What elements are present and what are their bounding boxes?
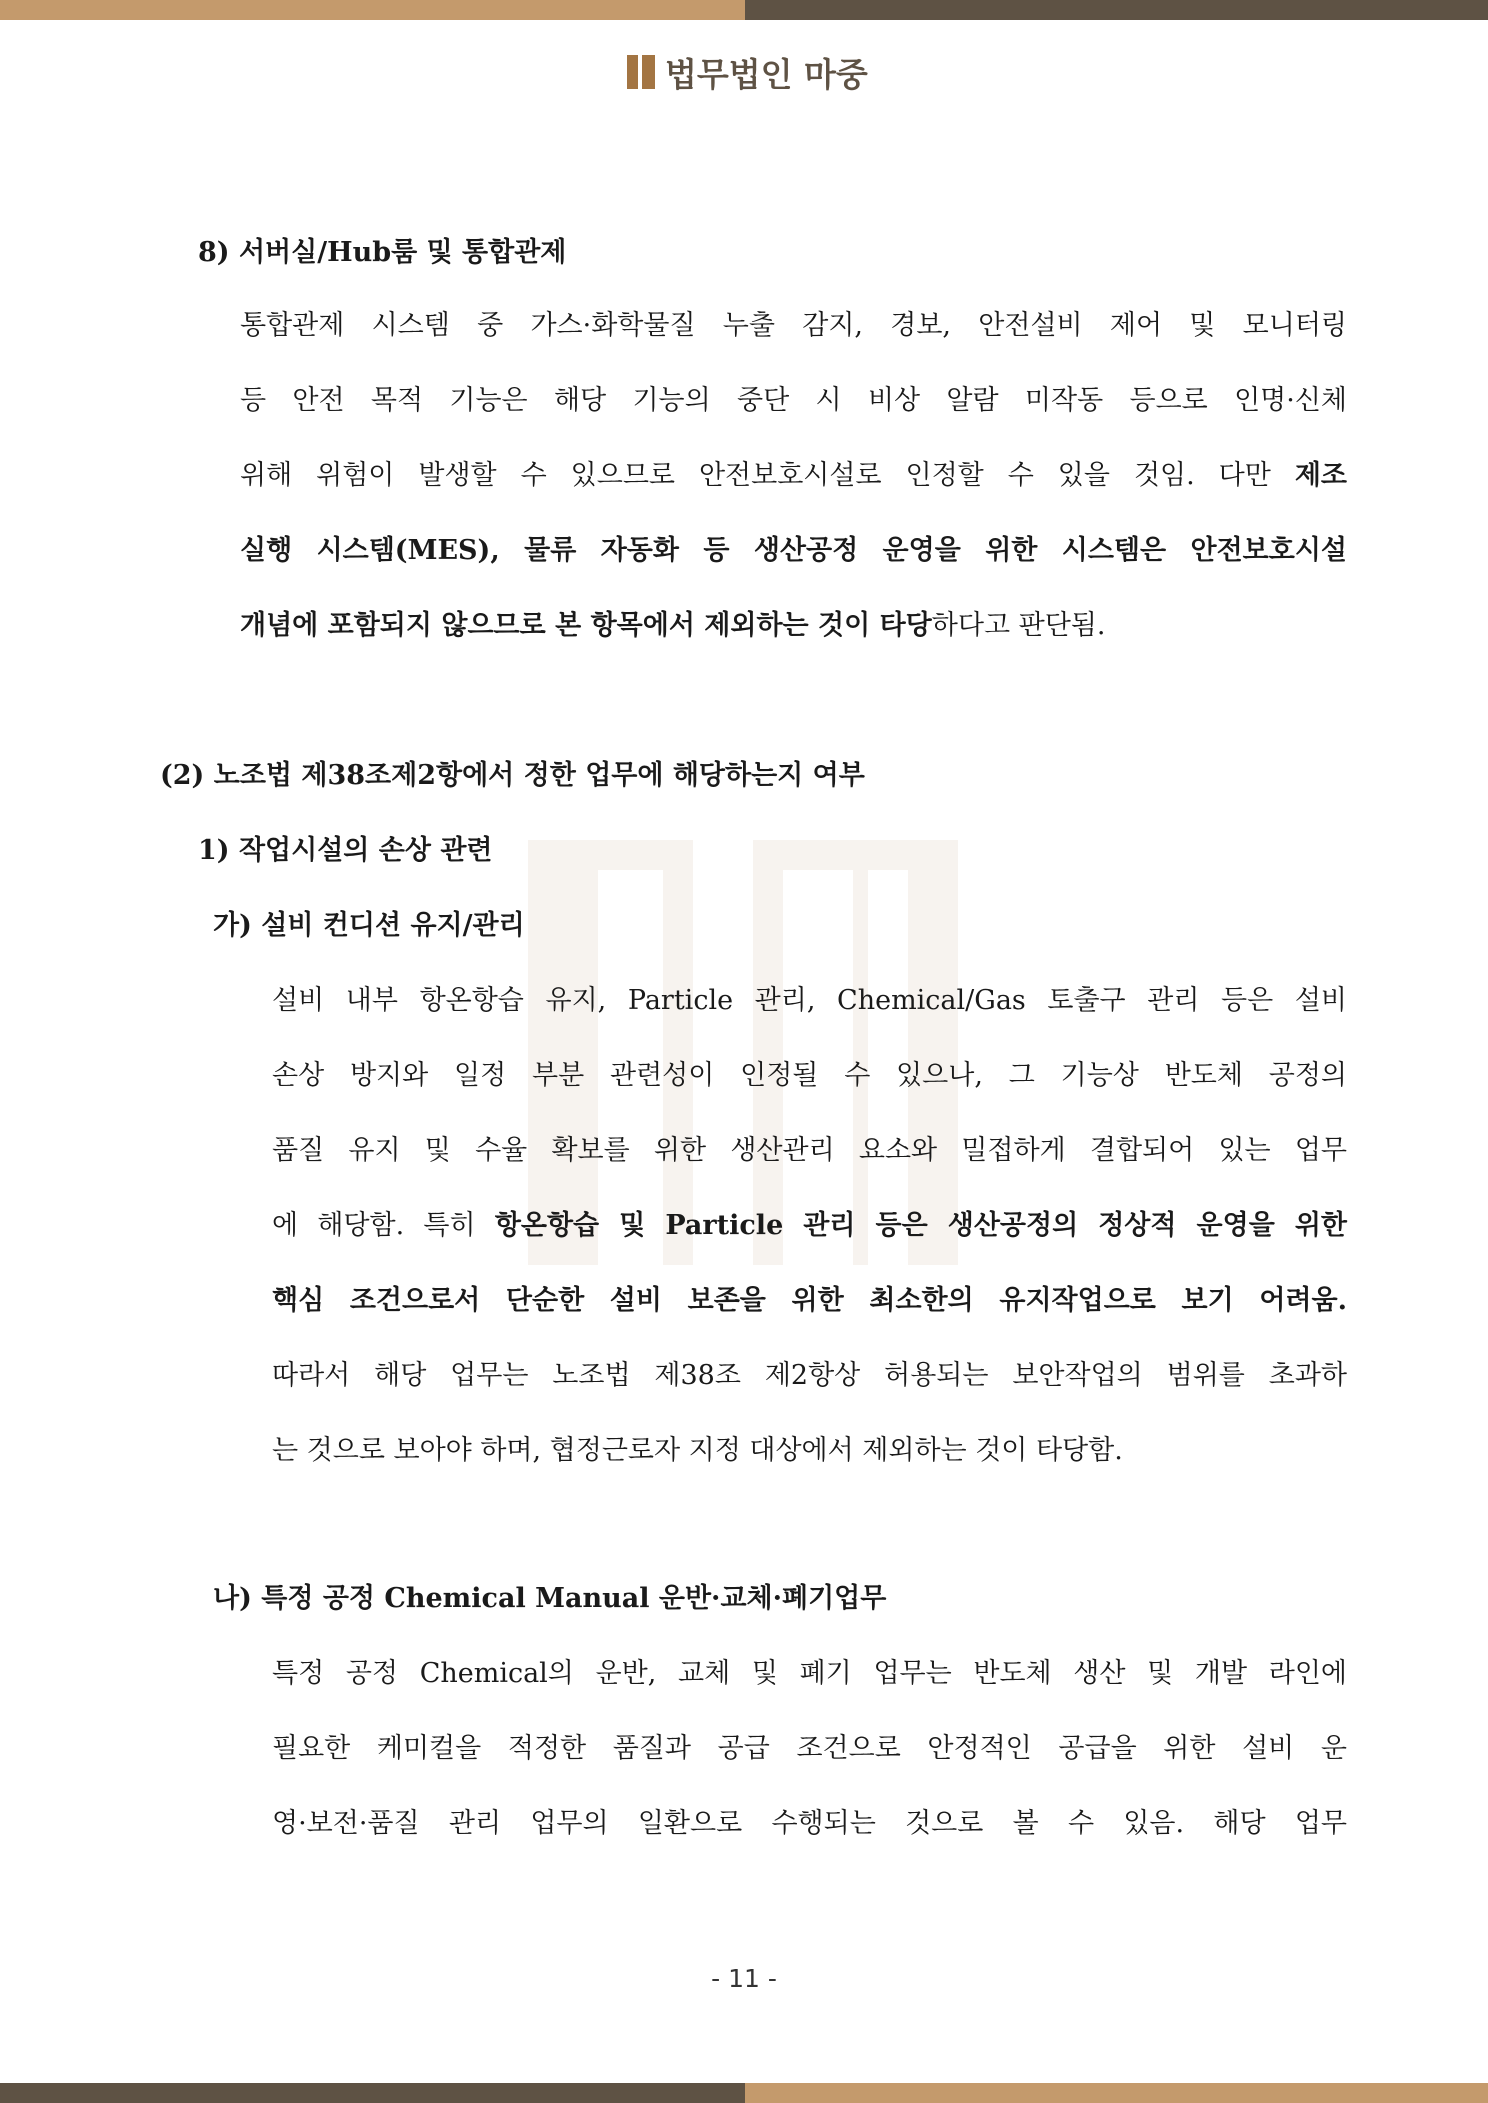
top-decorative-bar: [0, 0, 1488, 20]
paragraph-line: 손상 방지와 일정 부분 관련성이 인정될 수 있으나, 그 기능상 반도체 공정의: [272, 1060, 1347, 1091]
paragraph-line: 에 해당함. 특히 항온항습 및 Particle 관리 등은 생산공정의 정상적 운영을 위한: [272, 1210, 1347, 1241]
top-bar-light-segment: [0, 0, 745, 20]
page-number: - 11 -: [711, 1964, 777, 1993]
paragraph-line: 는 것으로 보아야 하며, 협정근로자 지정 대상에서 제외하는 것이 타당함.: [272, 1435, 1123, 1466]
paragraph-line: 필요한 케미컬을 적정한 품질과 공급 조건으로 안정적인 공급을 위한 설비 운: [272, 1733, 1347, 1764]
subsection-heading: 가) 설비 컨디션 유지/관리: [213, 910, 525, 941]
paragraph-line: 품질 유지 및 수율 확보를 위한 생산관리 요소와 밀접하게 결합되어 있는 업무: [272, 1135, 1347, 1166]
section-heading: 8) 서버실/Hub룸 및 통합관제: [198, 237, 567, 268]
paragraph-line: 핵심 조건으로서 단순한 설비 보존을 위한 최소한의 유지작업으로 보기 어려움.: [272, 1285, 1347, 1316]
bottom-decorative-bar: [0, 2083, 1488, 2103]
paragraph-line: 특정 공정 Chemical의 운반, 교체 및 폐기 업무는 반도체 생산 및 개발 라인에: [272, 1658, 1347, 1689]
logo-text: 법무법인 마중: [665, 54, 868, 94]
section-heading: (2) 노조법 제38조제2항에서 정한 업무에 해당하는지 여부: [160, 760, 865, 791]
book-icon: [625, 52, 657, 92]
paragraph-line: 실행 시스템(MES), 물류 자동화 등 생산공정 운영을 위한 시스템은 안전보호시설: [240, 535, 1347, 566]
firm-logo: [625, 50, 868, 94]
subsection-heading: 1) 작업시설의 손상 관련: [198, 835, 493, 866]
paragraph-line: 통합관제 시스템 중 가스·화학물질 누출 감지, 경보, 안전설비 제어 및 모니터링: [240, 310, 1347, 341]
top-bar-dark-segment: [745, 0, 1488, 20]
paragraph-line: 영·보전·품질 관리 업무의 일환으로 수행되는 것으로 볼 수 있음. 해당 업무: [272, 1808, 1347, 1839]
paragraph-line: 따라서 해당 업무는 노조법 제38조 제2항상 허용되는 보안작업의 범위를 초과하: [272, 1360, 1347, 1391]
bottom-bar-dark-segment: [0, 2083, 745, 2103]
bottom-bar-light-segment: [745, 2083, 1488, 2103]
watermark-logo-icon: [528, 840, 958, 1265]
paragraph-line: 설비 내부 항온항습 유지, Particle 관리, Chemical/Gas 토출구 관리 등은 설비: [272, 985, 1347, 1016]
paragraph-line: 등 안전 목적 기능은 해당 기능의 중단 시 비상 알람 미작동 등으로 인명·신체: [240, 385, 1347, 416]
paragraph-line: 개념에 포함되지 않으므로 본 항목에서 제외하는 것이 타당하다고 판단됨.: [240, 610, 1106, 641]
paragraph-line: 위해 위험이 발생할 수 있으므로 안전보호시설로 인정할 수 있을 것임. 다만 제조: [240, 460, 1347, 491]
subsection-heading: 나) 특정 공정 Chemical Manual 운반·교체·폐기업무: [213, 1583, 887, 1614]
